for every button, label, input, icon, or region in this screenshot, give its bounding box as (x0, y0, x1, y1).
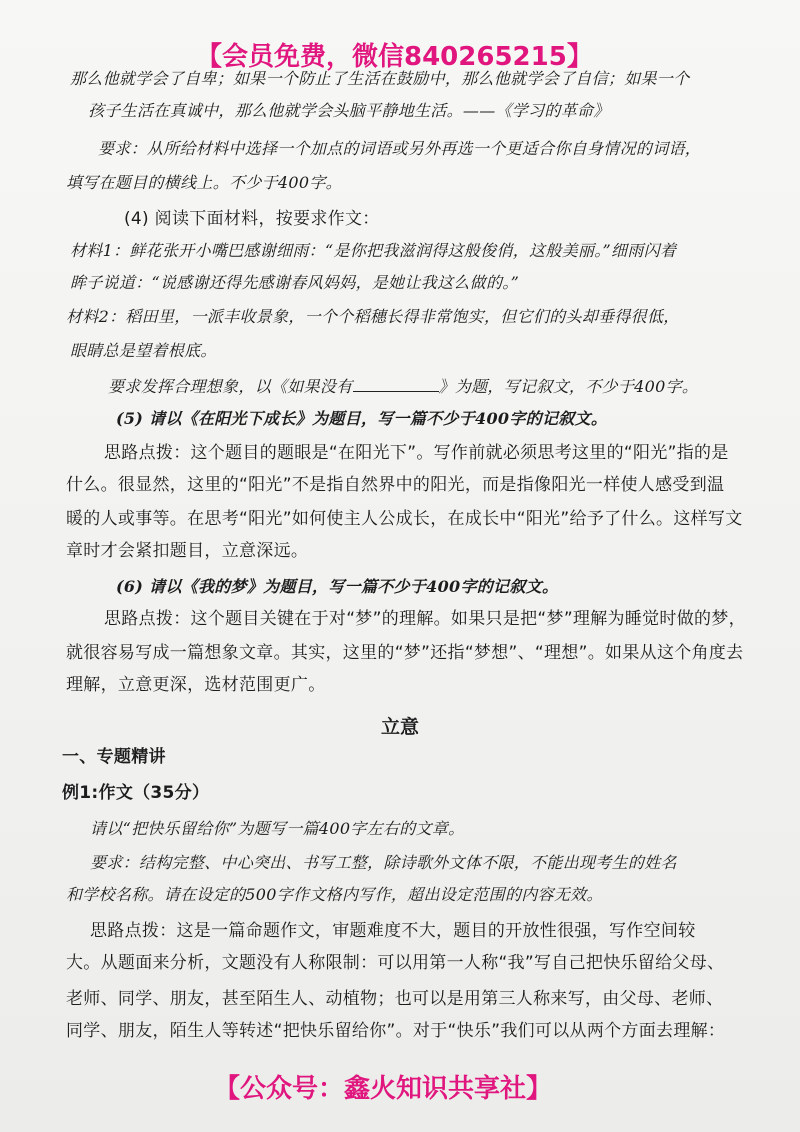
text-line: 要求：从所给材料中选择一个加点的词语或另外再选一个更适合你自身情况的词语， (98, 139, 702, 158)
text-segment: 》为题，写记叙文，不少于400字。 (438, 377, 699, 396)
text-line: 要求：结构完整、中心突出、书写工整，除诗歌外文体不限，不能出现考生的姓名 (90, 853, 677, 872)
text-line: 材料1：鲜花张开小嘴巴感谢细雨：“是你把我滋润得这般俊俏，这般美丽。”细雨闪着 (70, 241, 677, 260)
text-line: 眼睛总是望着根底。 (70, 341, 217, 360)
text-line: 孩子生活在真诚中，那么他就学会头脑平静地生活。——《学习的革命》 (88, 101, 610, 120)
fill-blank (353, 377, 439, 392)
watermark-bottom: 【公众号：鑫火知识共享社】 (214, 1074, 553, 1104)
text-line: 老师、同学、朋友，甚至陌生人、动植物；也可以是用第三人称来写，由父母、老师、 (66, 989, 724, 1009)
example-heading: 例1:作文（35分） (62, 783, 210, 803)
section-heading: 立意 (380, 716, 419, 738)
text-line: 思路点拨：这个题目关键在于对“梦”的理解。如果只是把“梦”理解为睡觉时做的梦， (104, 609, 746, 629)
text-line: 和学校名称。请在设定的500字作文格内写作，超出设定范围的内容无效。 (66, 885, 603, 904)
text-line-with-blank (108, 376, 698, 398)
text-line: 填写在题目的横线上。不少于400字。 (66, 173, 342, 192)
text-line: 那么他就学会了自卑；如果一个防止了生活在鼓励中，那么他就学会了自信；如果一个 (70, 69, 690, 88)
text-line: (4) 阅读下面材料，按要求作文： (124, 209, 380, 229)
text-line: (5) 请以《在阳光下成长》为题目，写一篇不少于400字的记叙文。 (116, 409, 608, 428)
text-line: 同学、朋友，陌生人等转述“把快乐留给你”。对于“快乐”我们可以从两个方面去理解： (66, 1021, 726, 1041)
text-line: 材料2：稻田里，一派丰收景象，一个个稻穗长得非常饱实，但它们的头却垂得很低， (66, 307, 680, 326)
text-line: 请以“把快乐留给你”为题写一篇400字左右的文章。 (90, 819, 465, 838)
text-line: 就很容易写成一篇想象文章。其实，这里的“梦”还指“梦想”、“理想”。如果从这个角度去 (66, 643, 744, 663)
text-line: 思路点拨：这个题目的题眼是“在阳光下”。写作前就必须思考这里的“阳光”指的是 (104, 443, 729, 463)
text-line: 大。从题面来分析，文题没有人称限制：可以用第一人称“我”写自己把快乐留给父母、 (66, 953, 725, 973)
text-line: 理解，立意更深，选材范围更广。 (66, 675, 326, 695)
subheading: 一、专题精讲 (62, 747, 166, 767)
text-line: 章时才会紧扣题目，立意深远。 (66, 541, 309, 561)
text-line: 什么。很显然，这里的“阳光”不是指自然界中的阳光，而是指像阳光一样使人感受到温 (66, 475, 725, 495)
text-line: 暖的人或事等。在思考“阳光”如何使主人公成长，在成长中“阳光”给予了什么。这样写文 (66, 509, 743, 529)
text-line: 思路点拨：这是一篇命题作文，审题难度不大，题目的开放性很强，写作空间较 (90, 921, 696, 941)
text-segment: 要求发挥合理想象，以《如果没有 (108, 377, 353, 396)
watermark-top: 【会员免费，微信840265215】 (196, 42, 593, 72)
text-line: 眸子说道：“说感谢还得先感谢春风妈妈，是她让我这么做的。” (70, 273, 520, 292)
text-line: (6) 请以《我的梦》为题目，写一篇不少于400字的记叙文。 (116, 577, 559, 596)
